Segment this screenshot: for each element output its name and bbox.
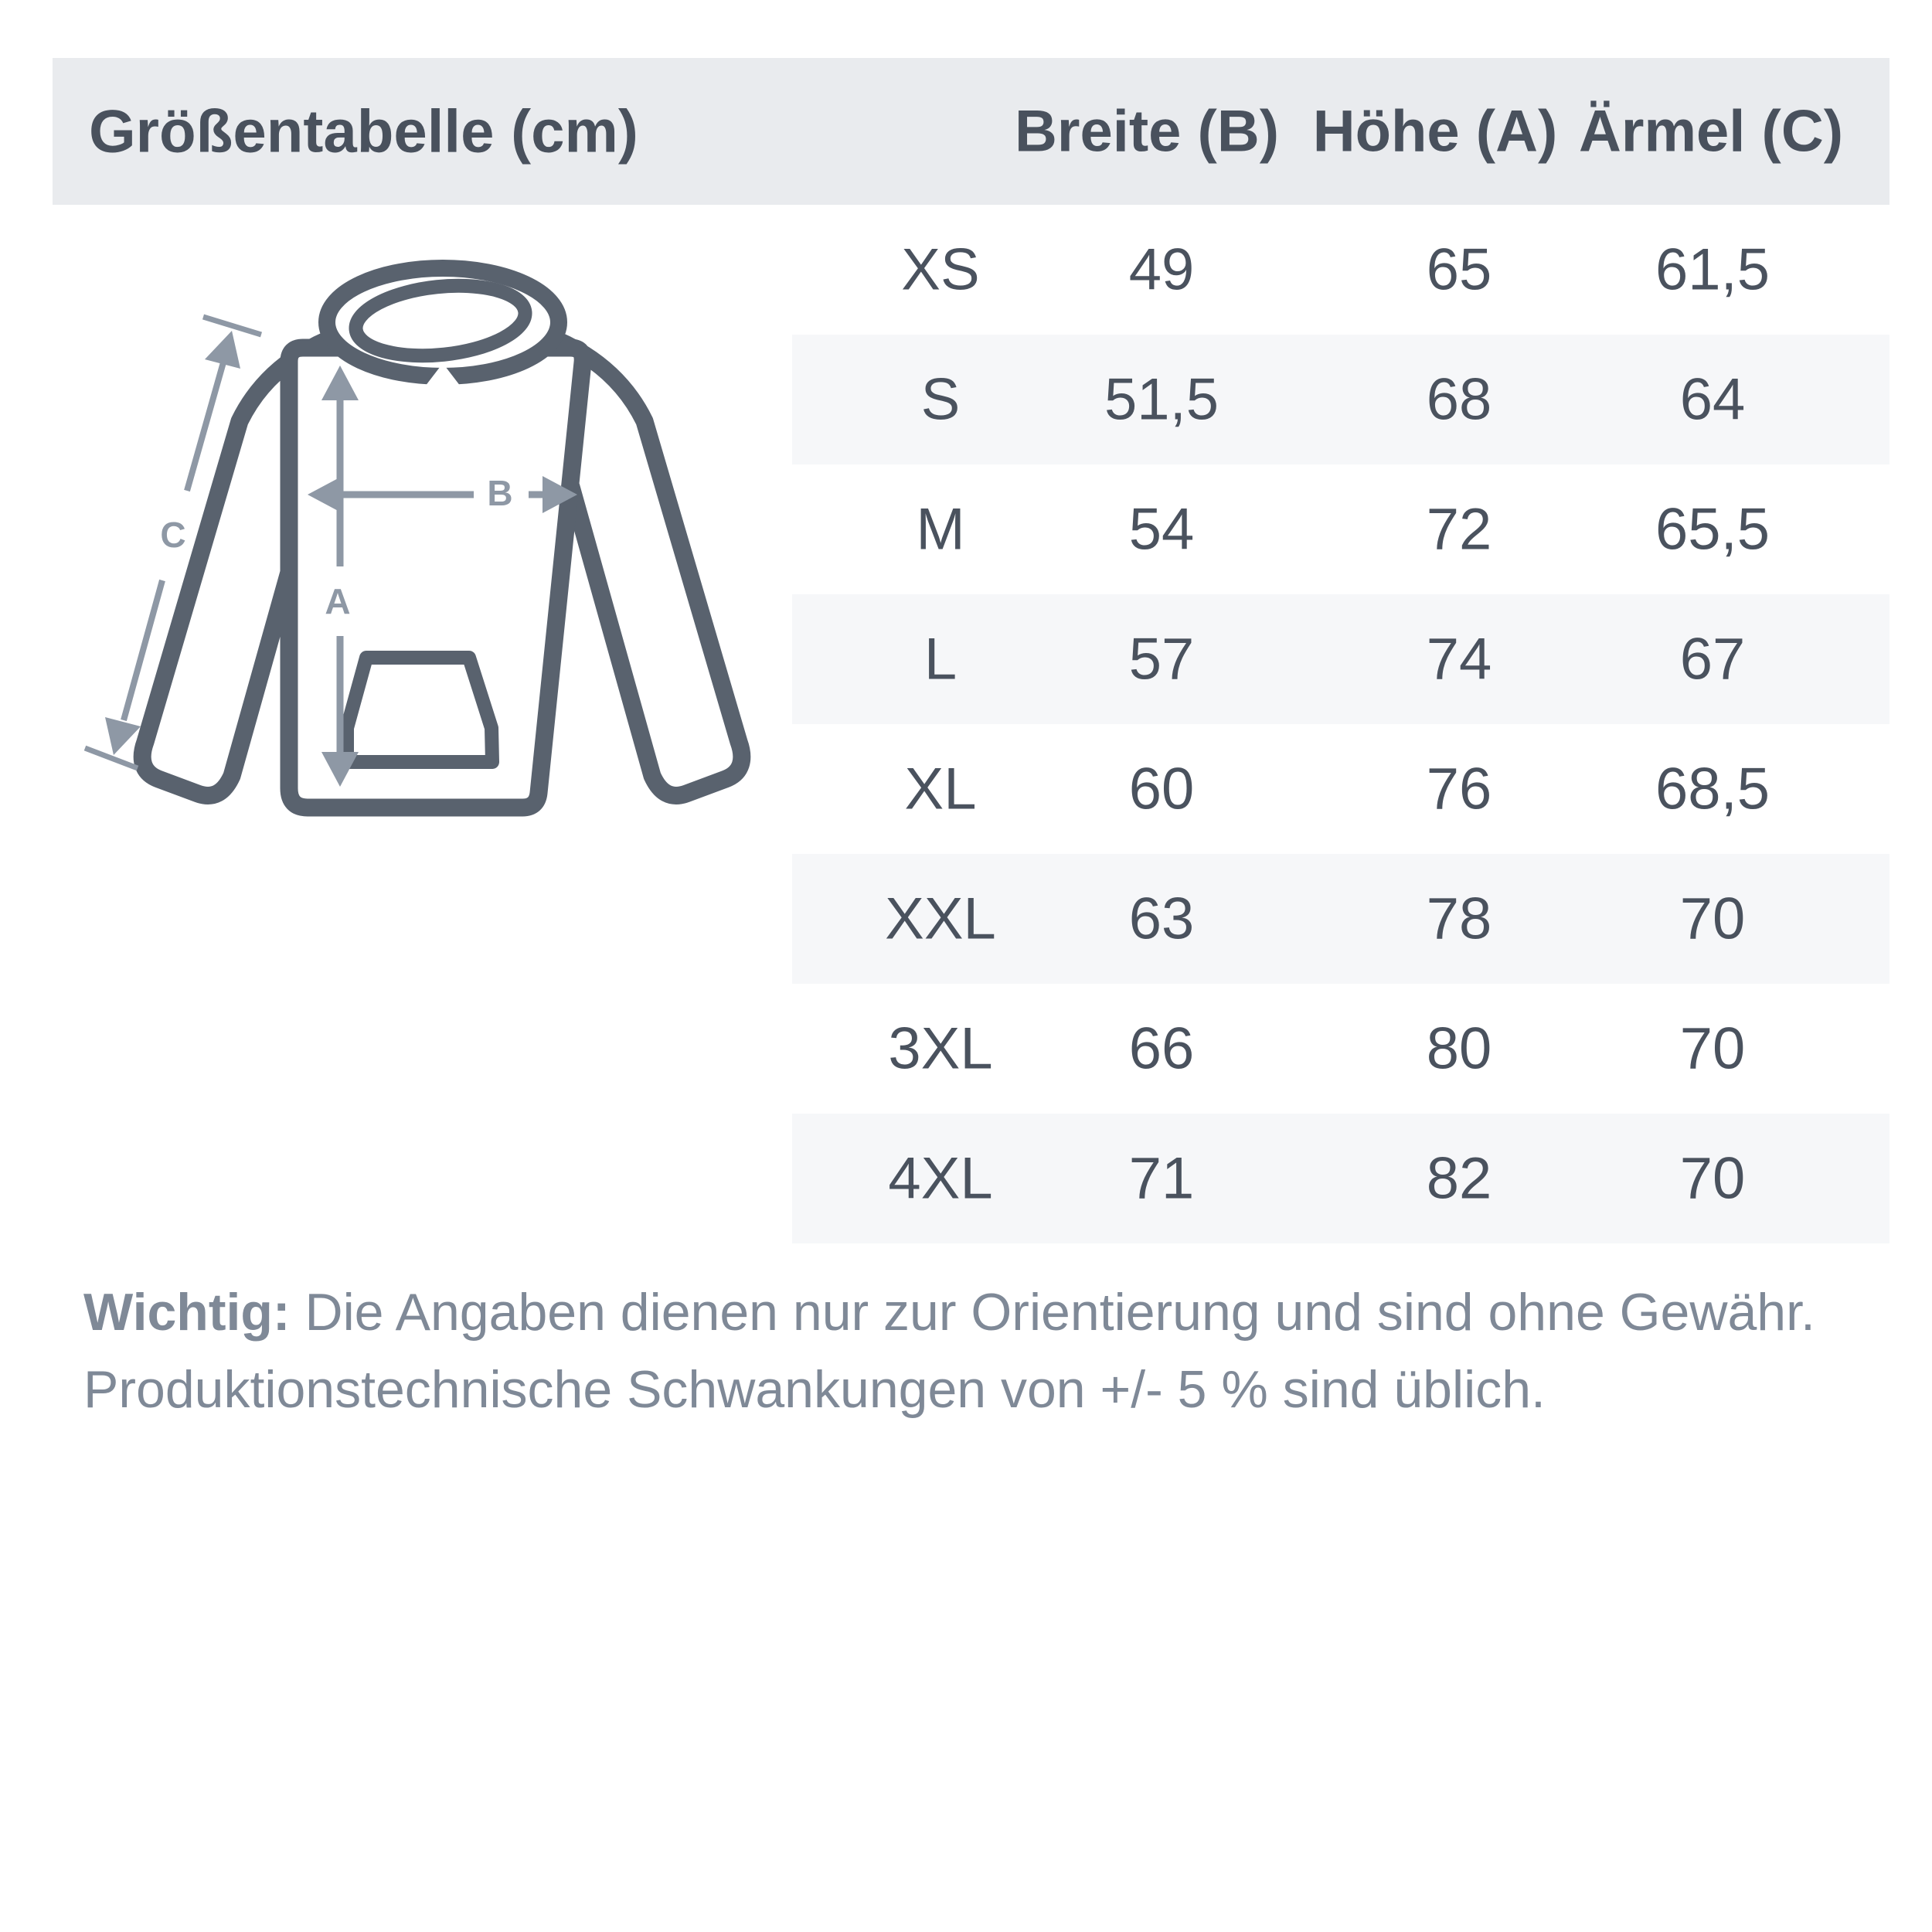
size-label: 4XL (888, 1145, 993, 1212)
size-label: 3XL (888, 1015, 993, 1082)
header-band (53, 58, 1889, 205)
hoehe-value: 65 (1426, 236, 1492, 303)
aermel-value: 65,5 (1655, 496, 1770, 563)
arrow-c-tick-bottom (85, 748, 138, 768)
table-row (792, 724, 1889, 854)
breite-value: 71 (1128, 1145, 1195, 1212)
label-b: B (487, 473, 513, 513)
table-row (792, 335, 1889, 464)
size-label: L (923, 626, 957, 692)
hoehe-value: 76 (1426, 756, 1492, 822)
breite-value: 66 (1128, 1015, 1195, 1082)
disclaimer-text-1: Die Angaben dienen nur zur Orientierung und sind ohne Gewähr. (290, 1283, 1815, 1342)
aermel-value: 64 (1679, 366, 1746, 433)
label-c: C (160, 515, 186, 555)
breite-value: 63 (1128, 886, 1195, 952)
hoodie-diagram (46, 232, 819, 912)
table-row (792, 464, 1889, 594)
page-title: Größentabelle (cm) (89, 97, 638, 165)
breite-value: 51,5 (1104, 366, 1219, 433)
aermel-value: 70 (1679, 1145, 1746, 1212)
arrow-c-head-up-icon (205, 331, 240, 369)
hoodie-pocket (347, 658, 492, 762)
size-table (792, 205, 1889, 1243)
breite-value: 57 (1128, 626, 1195, 692)
breite-value: 49 (1128, 236, 1195, 303)
size-label: XXL (885, 886, 996, 952)
disclaimer-note (83, 1274, 1815, 1428)
aermel-value: 61,5 (1655, 236, 1770, 303)
column-header-hoehe: Höhe (A) (1312, 98, 1558, 165)
column-header-aermel: Ärmel (C) (1578, 98, 1844, 165)
table-row (792, 1114, 1889, 1243)
aermel-value: 68,5 (1655, 756, 1770, 822)
table-row (792, 854, 1889, 984)
aermel-value: 67 (1679, 626, 1746, 692)
arrow-c-tick-top (203, 317, 261, 335)
hoehe-value: 68 (1426, 366, 1492, 433)
disclaimer-line-1 (83, 1274, 1815, 1351)
label-a: A (325, 581, 351, 621)
hoehe-value: 78 (1426, 886, 1492, 952)
disclaimer-line-2: Produktionstechnische Schwankungen von +/- 5 % sind üblich. (83, 1360, 1546, 1419)
size-label: XS (901, 236, 980, 303)
hoehe-value: 80 (1426, 1015, 1492, 1082)
hoehe-value: 72 (1426, 496, 1492, 563)
size-label: M (916, 496, 965, 563)
aermel-value: 70 (1679, 1015, 1746, 1082)
size-label: XL (904, 756, 977, 822)
size-label: S (920, 366, 961, 433)
disclaimer-emphasis: Wichtig: (83, 1283, 291, 1342)
column-header-breite: Breite (B) (1014, 98, 1280, 165)
hoehe-value: 74 (1426, 626, 1492, 692)
aermel-value: 70 (1679, 886, 1746, 952)
breite-value: 54 (1128, 496, 1195, 563)
table-row (792, 984, 1889, 1114)
table-row (792, 205, 1889, 335)
hoehe-value: 82 (1426, 1145, 1492, 1212)
breite-value: 60 (1128, 756, 1195, 822)
table-row (792, 594, 1889, 724)
